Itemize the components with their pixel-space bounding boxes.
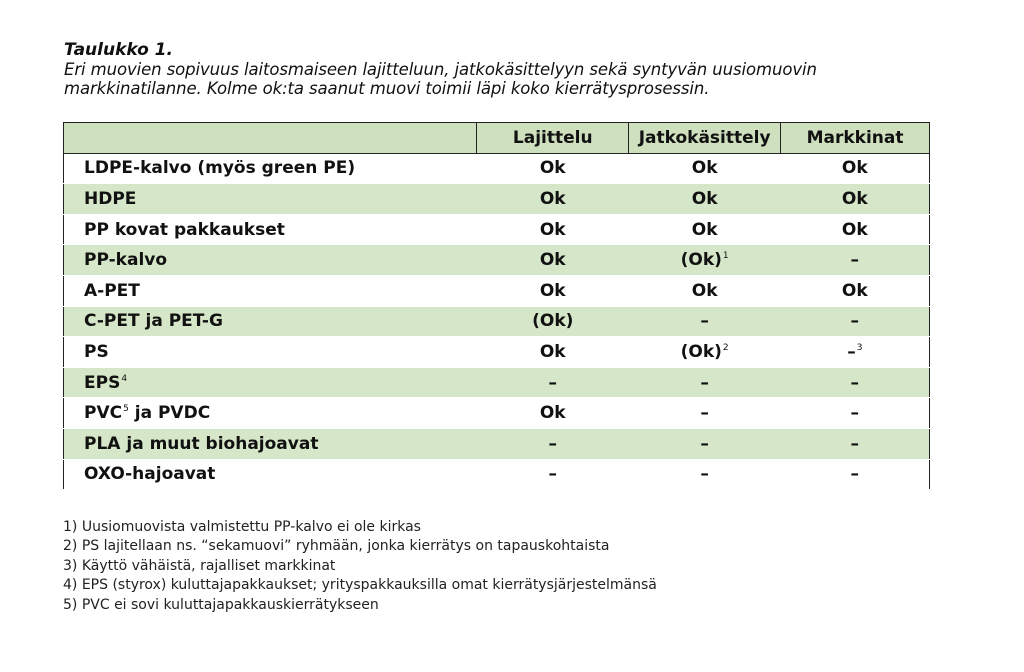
cell-value: Ok bbox=[841, 280, 868, 301]
material-name: A-PET bbox=[84, 280, 140, 301]
header-jatkokasittely: Jatkokäsittely bbox=[629, 123, 781, 154]
material-name: LDPE-kalvo (myös green PE) bbox=[84, 158, 356, 179]
cell-value: Ok bbox=[691, 188, 718, 209]
material-name: C-PET ja PET-G bbox=[84, 311, 223, 332]
cell-markkinat bbox=[781, 428, 930, 459]
cell-jatkokasittely bbox=[629, 184, 781, 215]
footnote: 3) Käyttö vähäistä, rajalliset markkinat bbox=[63, 557, 336, 574]
cell-value: – bbox=[850, 464, 860, 485]
cell-value: Ok bbox=[841, 188, 868, 209]
cell-markkinat bbox=[781, 153, 930, 184]
cell-markkinat bbox=[781, 214, 930, 245]
material-name-suffix: ja PVDC bbox=[128, 403, 211, 424]
footnote-marker: 5 bbox=[123, 404, 129, 415]
cell-lajittelu bbox=[477, 153, 629, 184]
cell-markkinat bbox=[781, 459, 930, 490]
cell-material bbox=[64, 367, 477, 398]
cell-jatkokasittely bbox=[629, 398, 781, 429]
footnote-marker: 1 bbox=[722, 251, 729, 262]
cell-material bbox=[64, 398, 477, 429]
cell-material bbox=[64, 153, 477, 184]
cell-markkinat bbox=[781, 275, 930, 306]
cell-value: – bbox=[548, 433, 557, 454]
cell-value: – bbox=[700, 464, 709, 485]
table-caption bbox=[64, 40, 964, 98]
cell-value: (Ok) bbox=[532, 311, 574, 332]
cell-value: Ok bbox=[539, 341, 566, 362]
table-row bbox=[64, 214, 930, 245]
table-row bbox=[64, 275, 930, 306]
header-corner bbox=[64, 123, 477, 154]
cell-lajittelu bbox=[477, 367, 629, 398]
cell-jatkokasittely bbox=[629, 367, 781, 398]
material-name: PS bbox=[84, 341, 109, 362]
cell-lajittelu bbox=[477, 398, 629, 429]
footnotes bbox=[63, 518, 963, 615]
cell-lajittelu bbox=[477, 214, 629, 245]
cell-value: Ok bbox=[539, 188, 566, 209]
cell-material bbox=[64, 214, 477, 245]
material-name: OXO-hajoavat bbox=[84, 464, 216, 485]
footnote: 2) PS lajitellaan ns. “sekamuovi” ryhmään, jonka kierrätys on tapauskohtaista bbox=[63, 538, 610, 555]
caption-title: Taulukko 1. bbox=[64, 40, 173, 60]
cell-value: – bbox=[548, 464, 557, 485]
cell-value: Ok bbox=[539, 250, 566, 271]
cell-value: – bbox=[700, 311, 709, 332]
cell-lajittelu bbox=[477, 337, 629, 368]
cell-material bbox=[64, 428, 477, 459]
cell-value: Ok bbox=[841, 219, 868, 240]
cell-material bbox=[64, 184, 477, 215]
cell-material bbox=[64, 459, 477, 490]
table-row bbox=[64, 367, 930, 398]
cell-lajittelu bbox=[477, 275, 629, 306]
cell-value: – bbox=[850, 372, 860, 393]
table-row bbox=[64, 337, 930, 368]
table-row bbox=[64, 459, 930, 490]
cell-value: Ok bbox=[841, 158, 868, 179]
footnote: 4) EPS (styrox) kuluttajapakkaukset; yrityspakkauksilla omat kierrätysjärjestelmänsä bbox=[63, 577, 657, 594]
cell-markkinat bbox=[781, 184, 930, 215]
cell-value: Ok bbox=[539, 158, 566, 179]
table-row bbox=[64, 153, 930, 184]
cell-lajittelu bbox=[477, 459, 629, 490]
cell-markkinat bbox=[781, 245, 930, 276]
footnote-marker: 4 bbox=[121, 373, 128, 384]
material-name: HDPE bbox=[84, 188, 137, 209]
cell-value: Ok bbox=[539, 403, 566, 424]
cell-markkinat bbox=[781, 306, 930, 337]
material-name: PVC bbox=[84, 403, 123, 424]
footnote-marker: 3 bbox=[856, 342, 863, 353]
cell-lajittelu bbox=[477, 306, 629, 337]
cell-jatkokasittely bbox=[629, 459, 781, 490]
cell-jatkokasittely bbox=[629, 153, 781, 184]
cell-value: – bbox=[850, 433, 860, 454]
cell-jatkokasittely bbox=[629, 245, 781, 276]
material-name: PP-kalvo bbox=[84, 250, 168, 271]
cell-value: – bbox=[700, 403, 709, 424]
cell-material bbox=[64, 306, 477, 337]
cell-jatkokasittely bbox=[629, 275, 781, 306]
cell-value: Ok bbox=[691, 158, 718, 179]
cell-material bbox=[64, 245, 477, 276]
cell-material bbox=[64, 275, 477, 306]
cell-markkinat bbox=[781, 367, 930, 398]
cell-markkinat bbox=[781, 398, 930, 429]
cell-value: Ok bbox=[539, 219, 566, 240]
cell-jatkokasittely bbox=[629, 306, 781, 337]
cell-lajittelu bbox=[477, 245, 629, 276]
cell-value: – bbox=[548, 372, 557, 393]
cell-lajittelu bbox=[477, 184, 629, 215]
cell-markkinat bbox=[781, 337, 930, 368]
table-row bbox=[64, 428, 930, 459]
footnote: 5) PVC ei sovi kuluttajapakkauskierrätykseen bbox=[63, 596, 379, 613]
cell-lajittelu bbox=[477, 428, 629, 459]
cell-value: – bbox=[850, 311, 860, 332]
footnote-marker: 2 bbox=[722, 342, 729, 353]
material-name: PP kovat pakkaukset bbox=[84, 219, 285, 240]
header-lajittelu: Lajittelu bbox=[477, 123, 629, 154]
cell-value: – bbox=[847, 341, 856, 362]
header-markkinat: Markkinat bbox=[781, 123, 930, 154]
table-row bbox=[64, 398, 930, 429]
cell-value: – bbox=[700, 433, 709, 454]
table-row bbox=[64, 245, 930, 276]
cell-value: – bbox=[700, 372, 709, 393]
cell-value: Ok bbox=[691, 219, 718, 240]
cell-value: – bbox=[850, 403, 860, 424]
cell-value: (Ok) bbox=[680, 250, 722, 271]
footnote: 1) Uusiomuovista valmistettu PP-kalvo ei ole kirkas bbox=[63, 519, 421, 535]
cell-material bbox=[64, 337, 477, 368]
caption-line-2: markkinatilanne. Kolme ok:ta saanut muovi toimii läpi koko kierrätysprosessin. bbox=[64, 79, 710, 98]
cell-value: (Ok) bbox=[680, 341, 722, 362]
cell-value: Ok bbox=[539, 280, 566, 301]
material-name: PLA ja muut biohajoavat bbox=[84, 433, 319, 454]
header-row bbox=[64, 123, 930, 154]
table-row bbox=[64, 184, 930, 215]
recycling-table bbox=[63, 122, 930, 490]
cell-jatkokasittely bbox=[629, 214, 781, 245]
cell-jatkokasittely bbox=[629, 428, 781, 459]
caption-line-1: Eri muovien sopivuus laitosmaiseen lajitteluun, jatkokäsittelyyn sekä syntyvän uusiomuovin bbox=[64, 60, 817, 79]
cell-jatkokasittely bbox=[629, 337, 781, 368]
cell-value: Ok bbox=[691, 280, 718, 301]
material-name: EPS bbox=[84, 372, 121, 393]
table-row bbox=[64, 306, 930, 337]
cell-value: – bbox=[850, 250, 860, 271]
